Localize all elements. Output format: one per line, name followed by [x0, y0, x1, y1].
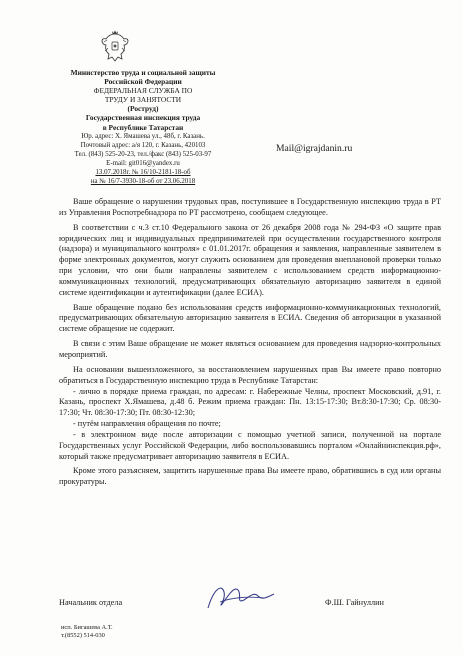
recipient-address: Mail@igrajdanin.ru: [276, 143, 353, 154]
ministry-name-2: Российской Федерации: [104, 77, 182, 87]
list-item: - путём направления обращения по почте;: [73, 419, 221, 429]
executor-phone: т.(8552) 514-030: [61, 632, 105, 640]
list-item: - в электронном виде после авторизации с помощью учетной записи, полученной на портале Государственных услуг Российской Федерации, либо воспользовавшись порталом «Онлайнинспекция.рф», который также предусматривает авторизацию заявителя в ЕСИА.: [59, 429, 441, 461]
service-short-name: (Роструд): [127, 104, 159, 114]
email: E-mail: git016@yandex.ru: [106, 159, 180, 167]
paragraph: Кроме этого разъясняем, защитить нарушенные права Вы имеете право, обратившись в суд или органы прокуратуры.: [59, 466, 441, 487]
letter-body: [59, 197, 441, 492]
postal-address: Почтовый адрес: а/я 120, г. Казань, 420103: [80, 141, 206, 149]
signatory-name: Ф.Ш. Гайнуллин: [325, 598, 384, 607]
outgoing-reference: 13.07.2018г. № 16/10-2181-18-об: [95, 169, 191, 177]
executor-info: [61, 624, 113, 641]
phone-fax: Тел. (843) 525-20-23, тел./факс (843) 525-03-97: [74, 150, 212, 158]
paragraph: В связи с этим Ваше обращение не может являться основанием для проведения надзорно-контрольных мероприятий.: [59, 339, 441, 359]
letterhead: [52, 68, 234, 186]
executor-name: исп. Бигашева А.Т.: [61, 624, 113, 631]
service-name: ФЕДЕРАЛЬНАЯ СЛУЖБА ПО: [93, 86, 193, 96]
paragraph: В соответствии с ч.3 ст.10 Федерального закона от 26 декабря 2008 года № 294-ФЗ «О защите прав юридических лиц и индивидуальных предпринимателей при осуществлении государственного контроля (надзора) и муниципального контроля» с 01.01.2017г. обращения и заявления, направленные заявителем в форме электронных документов, могут служить основанием для проведения внеплановой проверки только при условии, что они были направлены заявителем с использованием средств информационно-коммуникационных технологий, предусматривающих обязательную авторизацию заявителя в единой системе идентификации и аутентификации (далее ЕСИА).: [59, 222, 441, 297]
paragraph: Ваше обращение подано без использования средств информационно-коммуникационных технологий, предусматривающих обязательную авторизацию заявителя в ЕСИА. Сведения об авторизации в указанной системе обращение не содержит.: [59, 302, 441, 334]
list-item: - лично в порядке приема граждан, по адресам: г. Набережные Челны, проспект Московский, д.91, г. Казань, проспект Х.Ямашева, д.48 б. Режим приема граждан: Пн. 13:15-17:30; Вт.8:30-17:30; Ср. 08:30-17:30; Чт. 08:30-17:30; Пт. 08:30-12:30;: [59, 386, 441, 418]
legal-address: Юр. адрес: Х. Ямашева ул., 48б, г. Казань.: [81, 132, 205, 140]
service-name-2: ТРУДУ И ЗАНЯТОСТИ: [104, 95, 182, 105]
coat-of-arms-icon: [100, 30, 130, 64]
ministry-name: Министерство труда и социальной защиты: [70, 68, 216, 77]
handwritten-signature-icon: [200, 578, 280, 618]
signatory-position: Начальник отдела: [59, 598, 123, 607]
inspection-name: Государственная инспекция труда: [85, 113, 201, 123]
paragraph: Ваше обращение о нарушении трудовых прав, поступившее в Государственную инспекцию труда в РТ из Управления Роспотребнадзора по РТ рассмотрено, сообщаем следующее.: [59, 197, 441, 217]
incoming-reference: на № 16/7-3930-18-об от 23.06.2018: [90, 178, 196, 186]
inspection-region: в Республике Татарстан: [102, 122, 184, 132]
paragraph: На основании вышеизложенного, за восстановлением нарушенных прав Вы имеете право повторно обратиться в Государственную инспекцию труда в Республике Татарстан:: [59, 364, 441, 385]
